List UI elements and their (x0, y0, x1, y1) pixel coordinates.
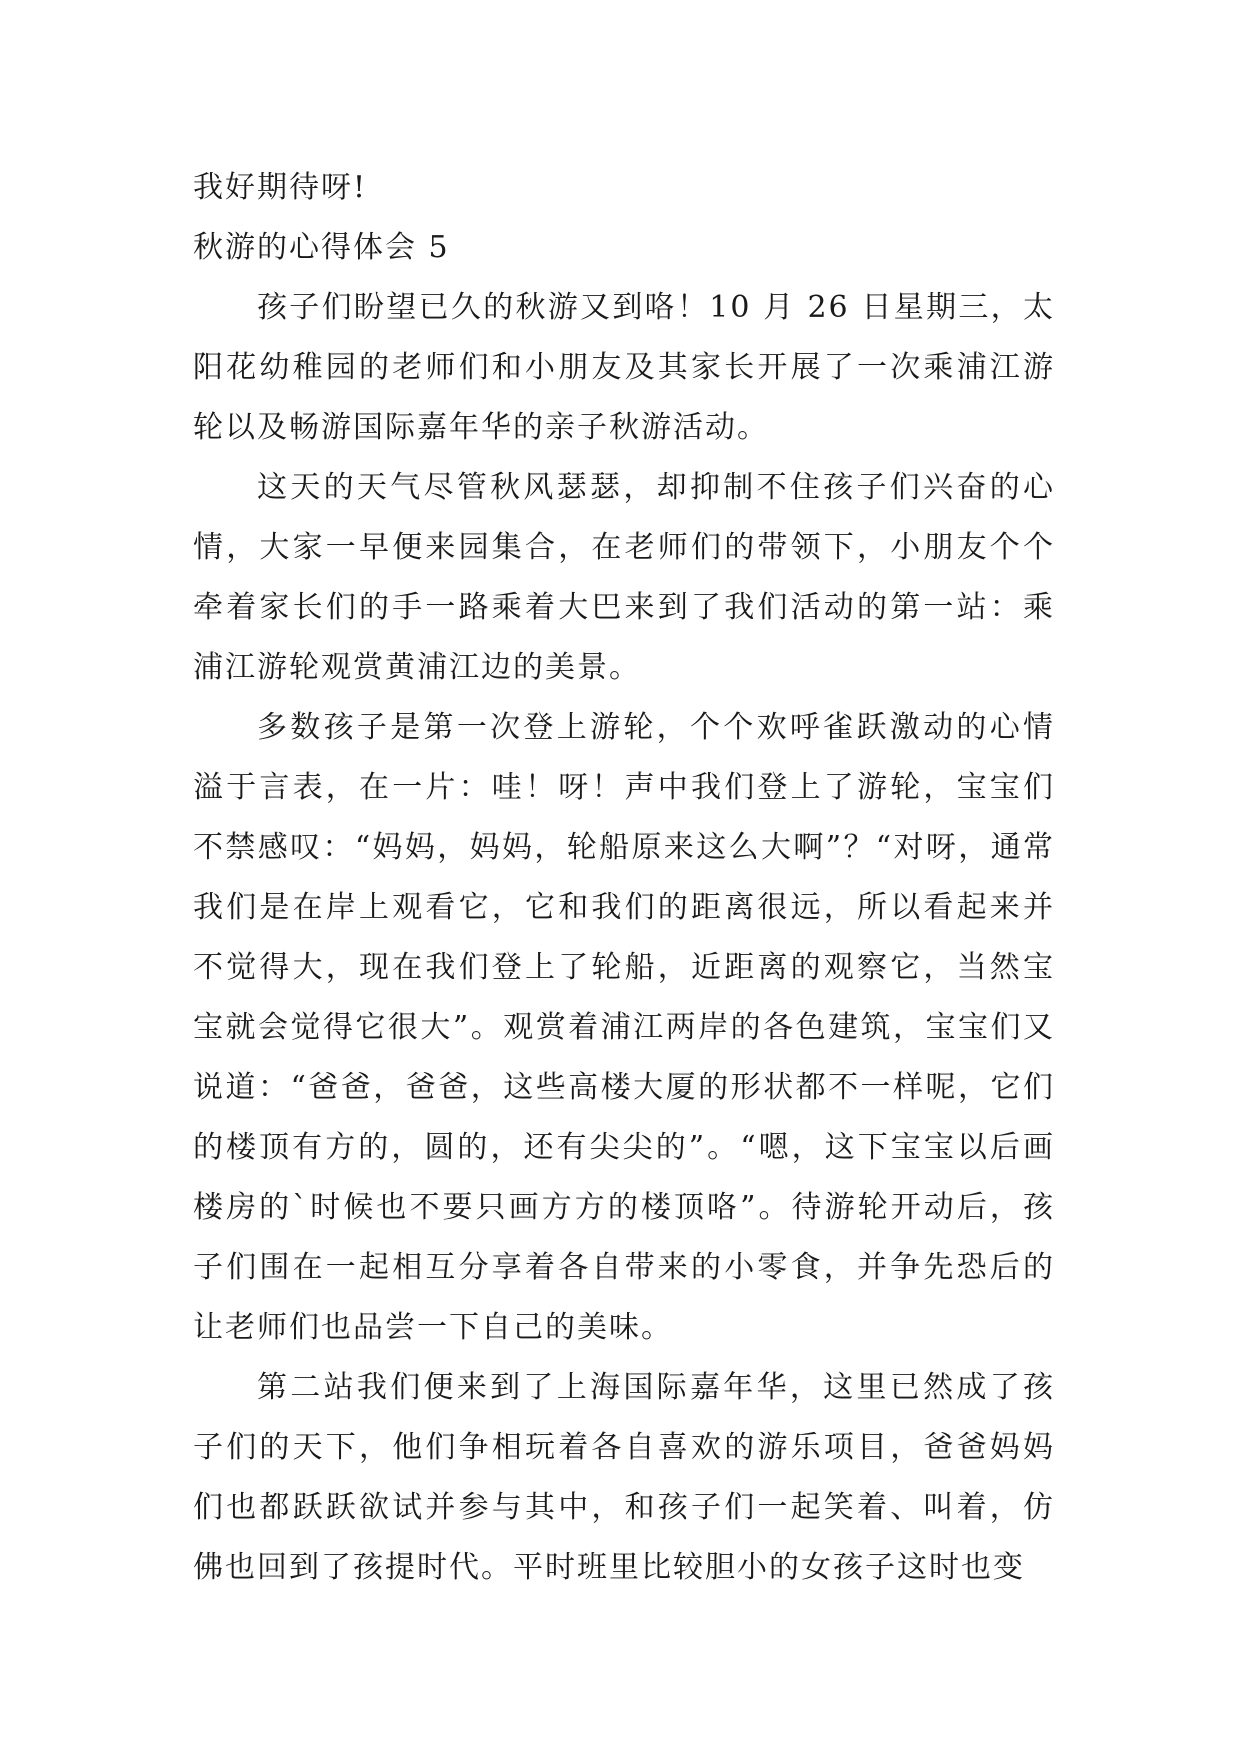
paragraph: 孩子们盼望已久的秋游又到咯！10 月 26 日星期三，太阳花幼稚园的老师们和小朋友及其家长开展了一次乘浦江游轮以及畅游国际嘉年华的亲子秋游活动。 (193, 290, 1055, 445)
closing-line: 我好期待呀! (193, 170, 368, 205)
paragraph: 这天的天气尽管秋风瑟瑟，却抑制不住孩子们兴奋的心情，大家一早便来园集合，在老师们的带领下，小朋友个个牵着家长们的手一路乘着大巴来到了我们活动的第一站：乘浦江游轮观赏黄浦江边的美景。 (193, 470, 1055, 685)
paragraph: 第二站我们便来到了上海国际嘉年华，这里已然成了孩子们的天下，他们争相玩着各自喜欢的游乐项目，爸爸妈妈们也都跃跃欲试并参与其中，和孩子们一起笑着、叫着，仿佛也回到了孩提时代。平时班里比较胆小的女孩子这时也变 (193, 1370, 1055, 1585)
section-title: 秋游的心得体会 5 (193, 230, 450, 265)
document-body (193, 158, 1055, 1598)
paragraph: 多数孩子是第一次登上游轮，个个欢呼雀跃激动的心情溢于言表，在一片：哇！呀！声中我们登上了游轮，宝宝们不禁感叹：“妈妈，妈妈，轮船原来这么大啊”？“对呀，通常我们是在岸上观看它，它和我们的距离很远，所以看起来并不觉得大，现在我们登上了轮船，近距离的观察它，当然宝宝就会觉得它很大”。观赏着浦江两岸的各色建筑，宝宝们又说道：“爸爸，爸爸，这些高楼大厦的形状都不一样呢，它们的楼顶有方的，圆的，还有尖尖的”。“嗯，这下宝宝以后画楼房的`时候也不要只画方方的楼顶咯”。待游轮开动后，孩子们围在一起相互分享着各自带来的小零食，并争先恐后的让老师们也品尝一下自己的美味。 (193, 710, 1055, 1345)
